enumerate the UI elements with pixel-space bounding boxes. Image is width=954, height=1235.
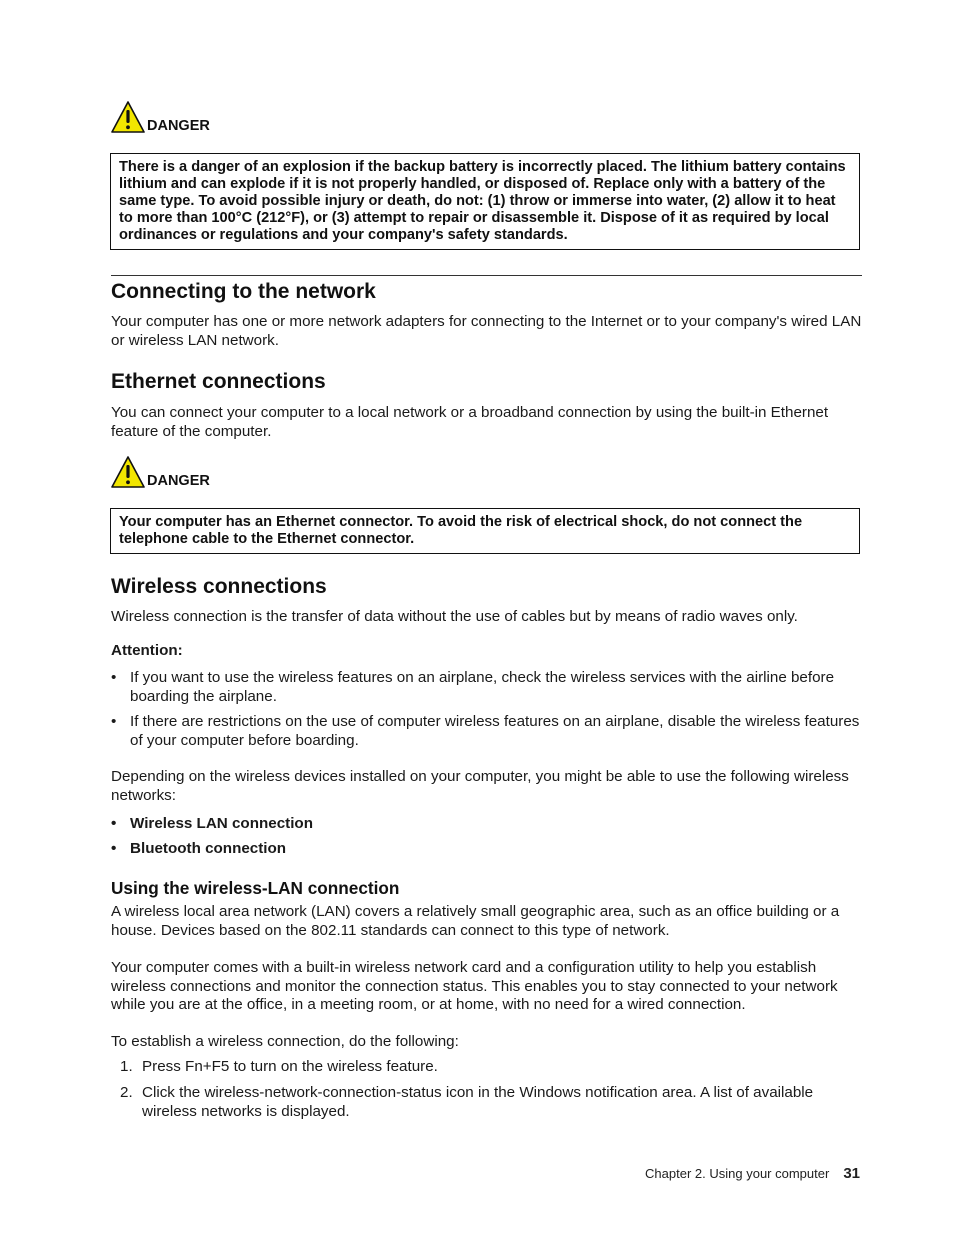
list-item-text: Bluetooth connection [130, 840, 287, 857]
paragraph-depending: Depending on the wireless devices installed on your computer, you might be able to use the following wireless networks: [111, 768, 849, 804]
danger-notice-battery: There is a danger of an explosion if the backup battery is incorrectly placed. The lithium battery contains lithium and can explode if it is not properly handled, or disposed of. Replace only with a battery of the same type. To avoid possible injury or death, do not: (1) throw or immerse into water, (2) allow it to heat to more than 100°C (212°F), or (3) attempt to repair or disassemble it. Dispose of it as required by local ordinances or regulations and your company's safety standards. [110, 153, 860, 250]
warning-triangle-icon [111, 456, 147, 489]
bullet-dot: • [111, 840, 117, 857]
danger-heading-1 [111, 101, 311, 137]
heading-ethernet-connections: Ethernet connections [111, 370, 326, 393]
step-number: 1. [120, 1058, 133, 1075]
list-item-text: If there are restrictions on the use of computer wireless features on an airplane, disable the wireless features of your computer before boarding. [130, 713, 860, 749]
attention-label: Attention: [111, 642, 183, 659]
list-item-text: If you want to use the wireless features on an airplane, check the wireless services with the airline before boarding the airplane. [130, 669, 835, 705]
paragraph-network-intro: Your computer has one or more network adapters for connecting to the Internet or to your company's wired LAN or wireless LAN network. [111, 313, 862, 349]
danger-heading-2 [111, 456, 311, 492]
page-number: 31 [843, 1165, 860, 1182]
heading-wireless-lan: Using the wireless-LAN connection [111, 878, 400, 898]
section-divider [111, 275, 862, 276]
footer-chapter: Chapter 2. Using your computer [645, 1166, 830, 1181]
paragraph-wireless-intro: Wireless connection is the transfer of data without the use of cables but by means of radio waves only. [111, 608, 798, 625]
paragraph-wlan-1: A wireless local area network (LAN) covers a relatively small geographic area, such as an office building or a house. Devices based on the 802.11 standards can connect to this type of network. [111, 903, 840, 939]
danger-label: DANGER [147, 473, 210, 489]
warning-triangle-icon [111, 101, 147, 134]
bullet-dot: • [111, 713, 117, 730]
heading-wireless-connections: Wireless connections [111, 575, 327, 598]
heading-connecting-network: Connecting to the network [111, 280, 376, 303]
paragraph-ethernet: You can connect your computer to a local network or a broadband connection by using the built-in Ethernet feature of the computer. [111, 404, 829, 440]
bullet-dot: • [111, 815, 117, 832]
bullet-dot: • [111, 669, 117, 686]
danger-notice-ethernet: Your computer has an Ethernet connector. To avoid the risk of electrical shock, do not connect the telephone cable to the Ethernet connector. [110, 508, 860, 554]
list-item-text: Wireless LAN connection [130, 815, 313, 832]
list-item-text: Press Fn+F5 to turn on the wireless feature. [142, 1058, 438, 1075]
list-item-text: Click the wireless-network-connection-status icon in the Windows notification area. A list of available wireless networks is displayed. [142, 1084, 814, 1120]
danger-label: DANGER [147, 118, 210, 134]
paragraph-wlan-2: Your computer comes with a built-in wireless network card and a configuration utility to help you establish wireless connections and monitor the connection status. This enables you to stay connected to your network while you are at the office, in a meeting room, or at home, with no need for a wired connection. [111, 959, 838, 1013]
paragraph-wlan-3: To establish a wireless connection, do the following: [111, 1033, 459, 1050]
page-footer [645, 1165, 860, 1182]
step-number: 2. [120, 1084, 133, 1101]
